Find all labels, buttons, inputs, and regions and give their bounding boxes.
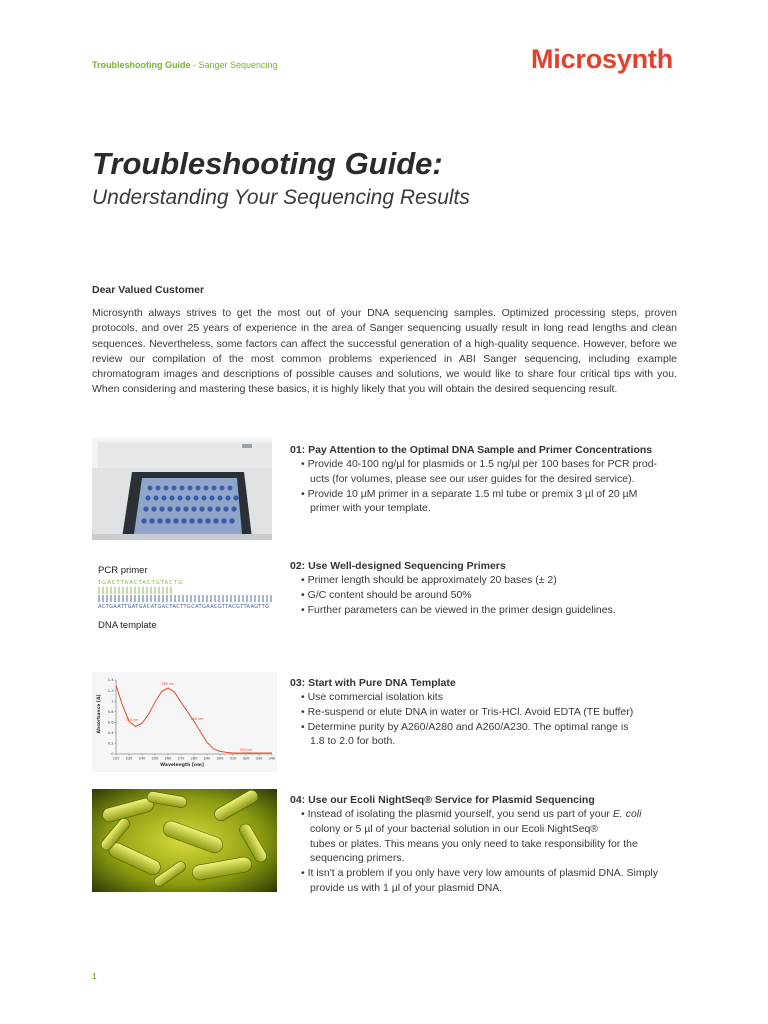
template-sequence: ACTGAATTGATGACATGACTACTTGCATGAACGTTACGTTAAGTTG (98, 604, 270, 610)
chart-x-tick-label: 250 (151, 756, 159, 761)
section-03 (290, 677, 690, 749)
primer-ticks (98, 587, 272, 605)
primer-sequence: TGACTTAACTACTGTACTG (98, 580, 184, 586)
chart-x-tick-label: 290 (203, 756, 211, 761)
section-02-bullet: • G/C content should be around 50% (290, 588, 690, 603)
section-02 (290, 560, 690, 617)
section-04 (290, 794, 690, 896)
section-04-title: 04: Use our Ecoli NightSeq® Service for Plasmid Sequencing (290, 794, 595, 806)
chart-x-tick-label: 220 (112, 756, 120, 761)
chart-y-tick-label: 0 (111, 752, 114, 757)
section-03-bullet: • Determine purity by A260/A280 and A260/A230. The optimal range is (290, 720, 690, 735)
section-02-bullet: • Primer length should be approximately 20 bases (± 2) (290, 573, 690, 588)
chart-xlabel: Wavelength [nm] (160, 763, 204, 768)
section-01-title: 01: Pay Attention to the Optimal DNA Sample and Primer Concentrations (290, 444, 653, 456)
page-subtitle: Understanding Your Sequencing Results (92, 186, 470, 209)
chart-x-tick-label: 260 (164, 756, 172, 761)
pcr-primer-label: PCR primer (98, 565, 148, 576)
page-number: 1 (92, 972, 97, 981)
chart-y-tick-label: 0.6 (107, 720, 114, 725)
section-01-line: ucts (for volumes, please see our user guides for the desired service). (310, 472, 635, 485)
primer-diagram (92, 560, 277, 635)
section-01-bullet: • Provide 10 µM primer in a separate 1.5 ml tube or premix 3 µl of 20 µM (290, 487, 690, 502)
page-title: Troubleshooting Guide: (92, 146, 443, 181)
section-04-line: colony or 5 µl of your bacterial solution in our Ecoli NightSeq® (310, 822, 599, 835)
section-03-bullet: • Use commercial isolation kits (290, 690, 690, 705)
chart-annotation: 230 nm (125, 718, 139, 723)
ecoli-italic: E. coli (612, 808, 642, 820)
chart-y-tick-label: 1.2 (107, 688, 114, 693)
chart-x-tick-label: 240 (138, 756, 146, 761)
bacteria-image (92, 789, 277, 892)
section-02-bullet: • Further parameters can be viewed in the primer design guidelines. (290, 603, 690, 618)
intro-paragraph: Microsynth always strives to get the most out of your DNA sequencing samples. Optimized processing steps, proven protocols, and over 25 years of experience in the area of Sanger sequencing usually result in long read lengths and clean sequences. Nevertheless, some factors can affect the successful generation of a high-quality sequence. However, before we review our compilation of the most common problems experienced in ABI Sanger sequencing, including example chromatogram images and descriptions of possible causes and solutions, we would like to share four critical tips with you. When considering and mastering these basics, it is highly likely that you will obtain the desired sequencing result. (92, 307, 677, 396)
chart-x-tick-label: 280 (190, 756, 198, 761)
chart-x-tick-label: 340 (268, 756, 276, 761)
section-03-line: 1.8 to 2.0 for both. (310, 735, 396, 748)
section-04-line: sequencing primers. (310, 852, 405, 865)
section-01-bullet: • Provide 40-100 ng/µl for plasmids or 1.5 ng/µl per 100 bases for PCR prod- (290, 457, 690, 472)
chart-x-tick-label: 230 (125, 756, 133, 761)
absorbance-chart (92, 672, 277, 772)
microsynth-logo: Microsynth (531, 44, 674, 74)
section-01-line: primer with your template. (310, 502, 431, 515)
sequencer-image (92, 438, 272, 540)
chart-x-tick-label: 310 (229, 756, 237, 761)
header-breadcrumb (92, 60, 278, 70)
section-01 (290, 444, 690, 516)
dna-template-label: DNA template (98, 620, 157, 631)
chart-annotation: 320 nm (239, 747, 253, 752)
section-02-title: 02: Use Well-designed Sequencing Primers (290, 560, 506, 572)
chart-y-tick-label: 1.4 (107, 678, 114, 683)
chart-y-tick-label: 0.8 (107, 709, 114, 714)
chart-ylabel: Absorbance [A] (97, 694, 102, 734)
guide-sub: - Sanger Sequencing (190, 60, 278, 70)
chart-y-tick-label: 0.2 (107, 741, 114, 746)
chart-x-tick-label: 300 (216, 756, 224, 761)
section-04-bullet: • It isn't a problem if you only have very low amounts of plasmid DNA. Simply (290, 866, 690, 881)
chart-x-tick-label: 330 (255, 756, 263, 761)
section-03-bullet: • Re-suspend or elute DNA in water or Tris-HCl. Avoid EDTA (TE buffer) (290, 705, 690, 720)
section-03-title: 03: Start with Pure DNA Template (290, 677, 456, 689)
section-04-line: tubes or plates. This means you only need to take responsibility for the (310, 837, 638, 850)
section-04-text: Instead of isolating the plasmid yourself, you send us part of your (307, 808, 610, 820)
guide-label: Troubleshooting Guide (92, 60, 191, 70)
section-04-line: provide us with 1 µl of your plasmid DNA. (310, 881, 503, 894)
greeting: Dear Valued Customer (92, 284, 205, 296)
chart-y-tick-label: 0.4 (107, 731, 114, 736)
chart-annotation: 260 nm (161, 681, 175, 686)
chart-y-tick-label: 1 (111, 699, 114, 704)
chart-x-tick-label: 320 (242, 756, 250, 761)
section-04-bullet (290, 807, 690, 822)
chart-annotation: 280 nm (190, 717, 204, 722)
chart-x-tick-label: 270 (177, 756, 185, 761)
